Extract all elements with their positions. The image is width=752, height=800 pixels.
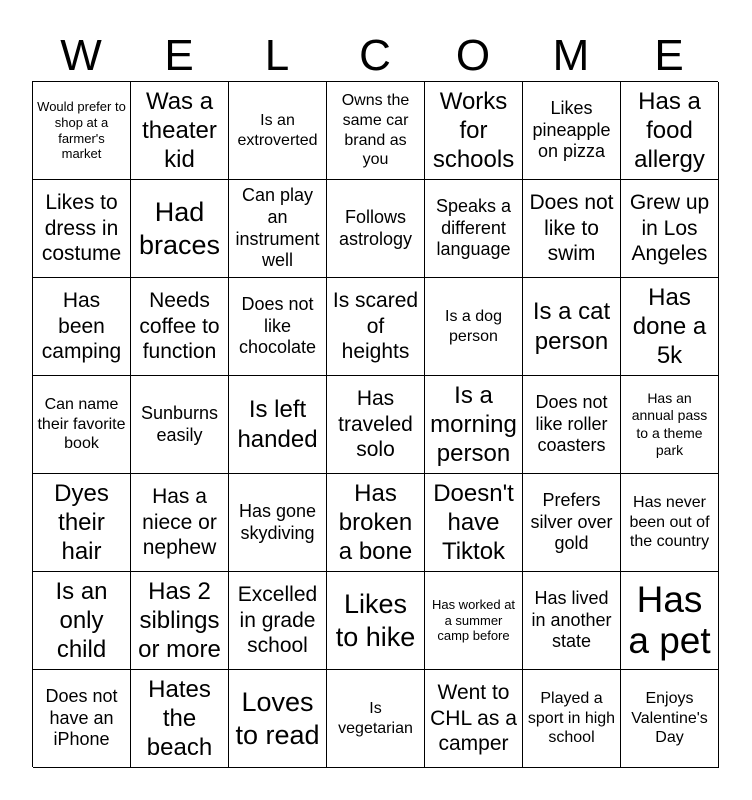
bingo-cell[interactable]: Can name their favorite book (33, 376, 131, 474)
bingo-cell[interactable]: Had braces (131, 180, 229, 278)
bingo-cell[interactable]: Likes to dress in costume (33, 180, 131, 278)
bingo-cell[interactable]: Was a theater kid (131, 82, 229, 180)
bingo-cell[interactable]: Is an only child (33, 572, 131, 670)
bingo-cell[interactable]: Has a food allergy (621, 82, 719, 180)
bingo-cell[interactable]: Has a pet (621, 572, 719, 670)
bingo-cell[interactable]: Loves to read (229, 670, 327, 768)
bingo-board (32, 81, 718, 767)
bingo-cell[interactable]: Likes to hike (327, 572, 425, 670)
bingo-cell[interactable]: Enjoys Valentine's Day (621, 670, 719, 768)
bingo-cell[interactable]: Needs coffee to function (131, 278, 229, 376)
bingo-cell[interactable]: Hates the beach (131, 670, 229, 768)
bingo-cell[interactable]: Is left handed (229, 376, 327, 474)
bingo-cell[interactable]: Is a dog person (425, 278, 523, 376)
bingo-cell[interactable]: Has 2 siblings or more (131, 572, 229, 670)
bingo-cell[interactable]: Is a morning person (425, 376, 523, 474)
bingo-cell[interactable]: Has a niece or nephew (131, 474, 229, 572)
bingo-header (32, 30, 718, 82)
bingo-cell[interactable]: Has an annual pass to a theme park (621, 376, 719, 474)
bingo-cell[interactable]: Works for schools (425, 82, 523, 180)
header-letter: W (60, 31, 102, 80)
bingo-cell[interactable]: Owns the same car brand as you (327, 82, 425, 180)
bingo-cell[interactable]: Follows astrology (327, 180, 425, 278)
bingo-cell[interactable]: Played a sport in high school (523, 670, 621, 768)
bingo-cell[interactable]: Can play an instrument well (229, 180, 327, 278)
bingo-cell[interactable]: Does not have an iPhone (33, 670, 131, 768)
bingo-cell[interactable]: Has gone skydiving (229, 474, 327, 572)
bingo-cell[interactable]: Speaks a different language (425, 180, 523, 278)
bingo-cell[interactable]: Has been camping (33, 278, 131, 376)
bingo-cell[interactable]: Grew up in Los Angeles (621, 180, 719, 278)
header-letter: L (264, 31, 290, 80)
bingo-cell[interactable]: Has worked at a summer camp before (425, 572, 523, 670)
bingo-cell[interactable]: Has done a 5k (621, 278, 719, 376)
bingo-cell[interactable]: Likes pineapple on pizza (523, 82, 621, 180)
bingo-cell[interactable]: Sunburns easily (131, 376, 229, 474)
header-letter: E (164, 31, 194, 80)
bingo-cell[interactable]: Prefers silver over gold (523, 474, 621, 572)
bingo-cell[interactable]: Is vegetarian (327, 670, 425, 768)
bingo-cell[interactable]: Excelled in grade school (229, 572, 327, 670)
bingo-cell[interactable]: Does not like roller coasters (523, 376, 621, 474)
header-letter: O (455, 31, 491, 80)
bingo-cell[interactable]: Has traveled solo (327, 376, 425, 474)
bingo-cell[interactable]: Has lived in another state (523, 572, 621, 670)
bingo-cell[interactable]: Does not like to swim (523, 180, 621, 278)
bingo-cell[interactable]: Would prefer to shop at a farmer's market (33, 82, 131, 180)
bingo-cell[interactable]: Is a cat person (523, 278, 621, 376)
bingo-cell[interactable]: Is scared of heights (327, 278, 425, 376)
bingo-cell[interactable]: Went to CHL as a camper (425, 670, 523, 768)
bingo-cell[interactable]: Doesn't have Tiktok (425, 474, 523, 572)
header-letter: E (654, 31, 684, 80)
bingo-cell[interactable]: Has never been out of the country (621, 474, 719, 572)
bingo-cell[interactable]: Is an extroverted (229, 82, 327, 180)
bingo-cell[interactable]: Does not like chocolate (229, 278, 327, 376)
header-letter: M (552, 31, 590, 80)
header-letter: C (359, 31, 391, 80)
bingo-cell[interactable]: Has broken a bone (327, 474, 425, 572)
bingo-cell[interactable]: Dyes their hair (33, 474, 131, 572)
